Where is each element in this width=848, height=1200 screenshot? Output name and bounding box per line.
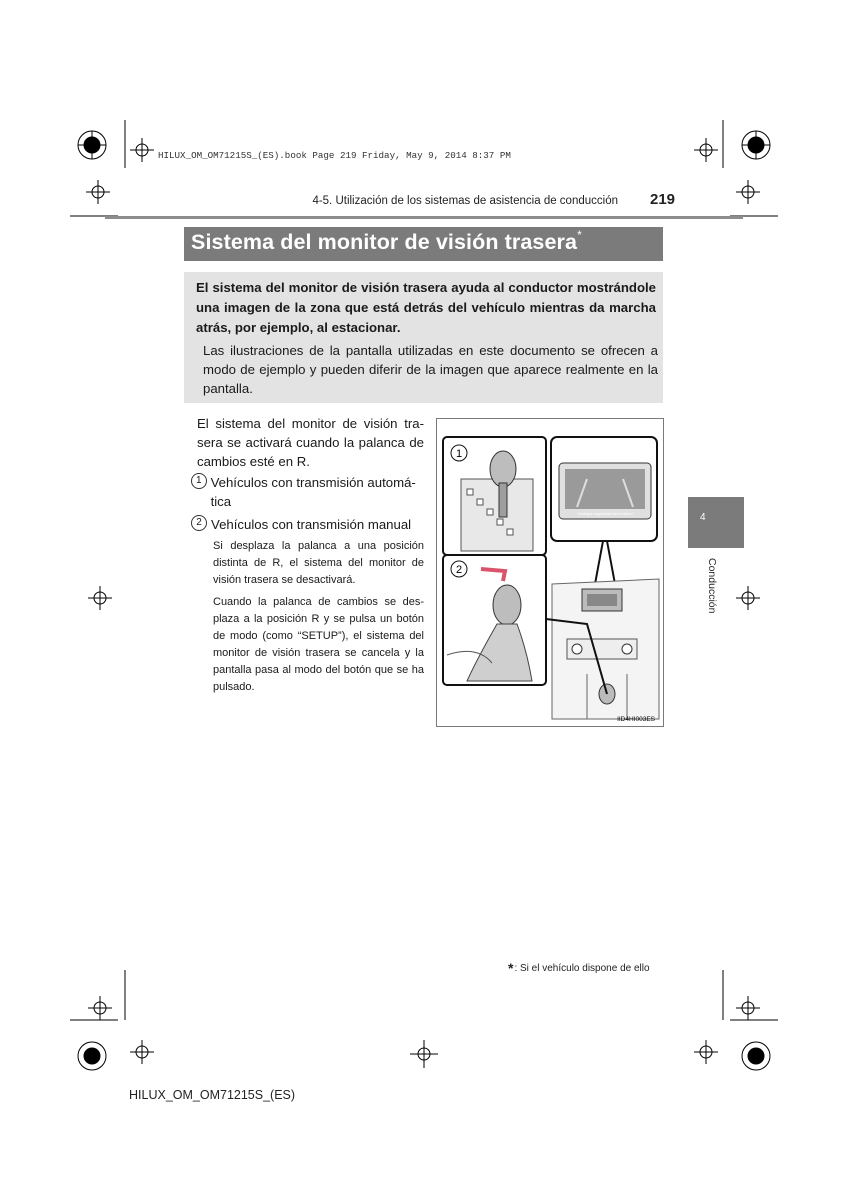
footnote: [508, 960, 650, 976]
page-number: 219: [650, 191, 676, 208]
footnote-marker: *: [508, 960, 514, 976]
sub-note-1: Si desplaza la palanca a una posición distinta de R, el sistema del monitor de visión trasera se desactivará.: [213, 540, 424, 586]
section-header: 4-5. Utilización de los sistemas de asistencia de conducción: [312, 195, 618, 207]
figure-code: IID4HI003ES: [617, 716, 655, 723]
chapter-label: Conducción: [706, 558, 718, 614]
print-info: HILUX_OM_OM71215S_(ES).book Page 219 Friday, May 9, 2014 8:37 PM: [158, 150, 511, 161]
footnote-text: : Si el vehículo dispone de ello: [514, 963, 650, 974]
intro-note-text: Las ilustraciones de la pantalla utilizadas en este documento se ofrecen a modo de ejemplo y pueden diferir de la imagen que aparece realmente en la pantalla.: [203, 343, 658, 396]
footer-code: HILUX_OM_OM71215S_(ES): [129, 1088, 296, 1102]
intro-bold-text: El sistema del monitor de visión trasera ayuda al conductor mostrándole una imagen de la zona que está detrás del vehículo mientras da marcha atrás, por ejemplo, al estacionar.: [196, 280, 656, 335]
illustration: [436, 418, 664, 727]
item-label-automatic: Vehículos con transmisión automática: [210, 475, 416, 509]
chapter-number: 4: [700, 512, 706, 523]
body-paragraph: El sistema del monitor de visión trasera se activará cuando la palanca de cambios esté en R.: [197, 416, 424, 469]
screen-caption: Verifique seguridad del entorno: [577, 511, 633, 516]
registration-mark-top-left: [70, 120, 180, 220]
registration-mark-bottom-right: [668, 970, 778, 1080]
registration-mark-top-right: [668, 120, 778, 220]
registration-mark-bottom-center: [410, 1040, 438, 1068]
chapter-tab: [688, 497, 744, 548]
list-item-manual: [191, 515, 425, 534]
sub-note-2: Cuando la palanca de cambios se desplaza a la posición R y se pulsa un botón de modo (como “SETUP”), el sistema del monitor de visión trasera se cancela y la pantalla pasa al modo del botón que se ha pulsado.: [213, 596, 424, 693]
item-number-1: 1: [191, 473, 207, 489]
title-marker: *: [577, 228, 582, 242]
figure-label-1: 1: [455, 448, 463, 460]
page-title: [191, 230, 582, 255]
item-label-manual: Vehículos con transmisión manual: [211, 517, 412, 532]
registration-mark-left: [88, 586, 112, 610]
figure-label-2: 2: [455, 564, 463, 576]
item-number-2: 2: [191, 515, 207, 531]
list-item-automatic: [191, 473, 425, 511]
header-rule: [105, 216, 743, 219]
page-title-text: Sistema del monitor de visión trasera: [191, 230, 578, 254]
registration-mark-right: [736, 586, 760, 610]
illustration-drawing: [437, 419, 663, 726]
registration-mark-bottom-left: [70, 970, 200, 1080]
